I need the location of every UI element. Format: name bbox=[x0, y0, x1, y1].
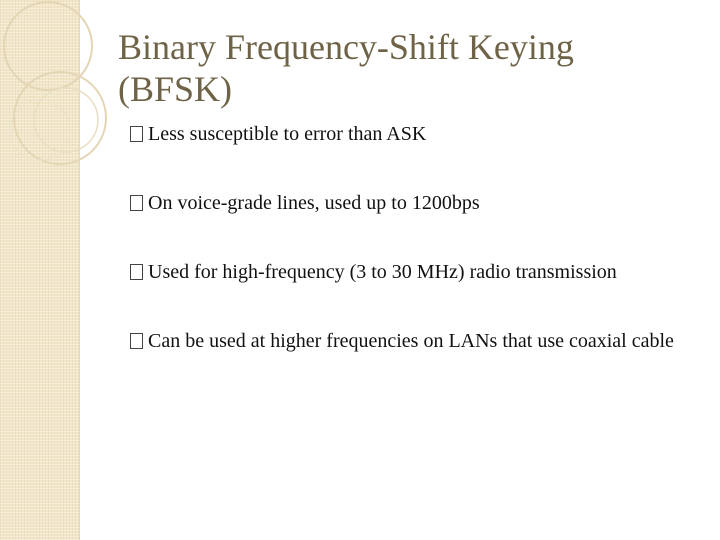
bullet-text: Less susceptible to error than ASK bbox=[148, 123, 427, 145]
list-item bbox=[130, 120, 690, 148]
checkbox-bullet-icon bbox=[130, 333, 143, 349]
left-decorative-band bbox=[0, 0, 80, 540]
checkbox-bullet-icon bbox=[130, 126, 143, 142]
checkbox-bullet-icon bbox=[130, 195, 143, 211]
slide-title: Binary Frequency-Shift Keying (BFSK) bbox=[118, 27, 574, 109]
bullet-list bbox=[130, 120, 690, 396]
bullet-text: Used for high-frequency (3 to 30 MHz) radio transmission bbox=[148, 261, 617, 283]
bullet-text: On voice-grade lines, used up to 1200bps bbox=[148, 192, 480, 214]
list-item bbox=[130, 189, 690, 217]
list-item bbox=[130, 327, 690, 355]
checkbox-bullet-icon bbox=[130, 264, 143, 280]
bullet-text: Can be used at higher frequencies on LANs that use coaxial cable bbox=[148, 330, 674, 352]
list-item bbox=[130, 258, 690, 286]
